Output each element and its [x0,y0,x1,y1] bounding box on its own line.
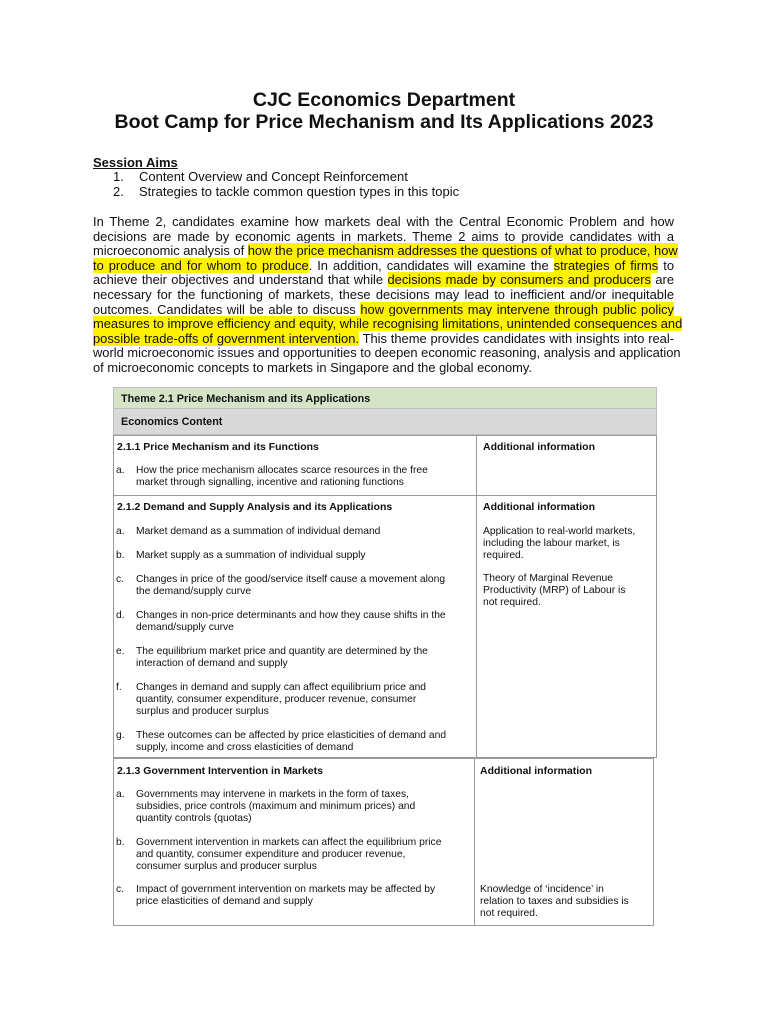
section-heading: 2.1.2 Demand and Supply Analysis and its Applications [117,501,393,513]
highlighted-text: decisions made by consumers and producers [387,272,651,288]
highlighted-text: to produce and for whom to produce [93,257,309,273]
column-divider [474,758,475,926]
document-title-line1: CJC Economics Department [252,89,516,111]
highlighted-text: how the price mechanism addresses the questions of what to produce, how [247,243,678,259]
highlighted-text: strategies of firms [553,257,659,273]
highlighted-text: measures to improve efficiency and equity, while recognising limitations, unintended consequences and [93,316,683,332]
content-header: Economics Content [113,409,657,435]
theme-header: Theme 2.1 Price Mechanism and its Applications [113,387,657,409]
intro-paragraph: In Theme 2, candidates examine how markets deal with the Central Economic Problem and how decisions are made by economic agents in markets. Theme 2 aims to provide candidates with a microeconomic analysis of how the price mechanism addresses the questions of what to produce, how to produce and for whom to produce. In addition, candidates will examine the strategies of firms to achieve their objectives and understand that while decisions made by consumers and producers are necessary for the functioning of markets, these decisions may lead to inefficient and/or inequitable outcomes. Candidates will be able to discuss how governments may intervene through public policy measures to improve efficiency and equity, while recognising limitations, unintended consequences and possible trade-offs of government intervention. This theme provides candidates with insights into real- world microeconomic issues and opportunities to deepen economic reasoning, analysis and application of microeconomic concepts to markets in Singapore and the global economy. [93,214,683,375]
section-heading: 2.1.3 Government Intervention in Markets [117,765,323,777]
document-title-line2: Boot Camp for Price Mechanism and Its Applications 2023 [114,111,654,133]
additional-note: Application to real-world markets, including the labour market, is required. [483,526,636,561]
additional-note: Knowledge of ‘incidence’ in relation to taxes and subsidies is not required. [480,884,629,919]
session-aims-heading: Session Aims [93,155,178,170]
syllabus-table: Theme 2.1 Price Mechanism and its Applications Economics Content 2.1.1 Price Mechanism and its Functions Additional information a. How the price mechanism allocates scarce resources in the free market through signalling, incentive and rationing functions 2.1.2 Demand and Supply Analysis and its Applications Additional information Application to real-world markets, including the labour market, is required. Theory of Marginal Revenue Productivity (MRP) of Labour is not required. a. Market demand as a summation of individual demand b. Market supply as a summation of individual supply c. Changes in price of the good/service itself cause a movement along the demand/supply curve d. Changes in non-price determinants and how they cause shifts in the demand/supply curve e. The equilibrium market price and quantity are determined by the interaction of demand and supply f. Changes in demand and supply can affect equilibrium price and quantity, consumer expenditure, producer revenue, consumer surplus and producer surplus g. These outcomes can be affected by price elasticities of demand and supply, income and cross elasticities of demand 2.1.3 Government Intervention in Markets Additional information a. Governments may intervene in markets in the form of taxes, subsidies, price controls (maximum and minimum prices) and quantity controls (quotas) b. Government intervention in markets can affect the equilibrium price and quantity, consumer expenditure and producer revenue, consumer surplus and producer surplus c. Impact of government intervention on markets may be affected by price elasticities of demand and supply Knowledge of ‘incidence’ in relation to taxes and subsidies is not required. [0,0,768,1024]
aim-item: 2. Strategies to tackle common question types in this topic [113,184,460,199]
column-divider [476,495,477,758]
highlighted-text: possible trade-offs of government intervention. [93,330,359,346]
additional-info-heading: Additional information [480,765,592,777]
aim-item: 1. Content Overview and Concept Reinforcement [113,169,408,184]
column-divider [476,435,477,496]
section-heading: 2.1.1 Price Mechanism and its Functions [117,441,319,453]
additional-note: Theory of Marginal Revenue Productivity (MRP) of Labour is not required. [483,573,626,608]
highlighted-text: how governments may intervene through public policy [360,301,674,317]
additional-info-heading: Additional information [483,501,595,513]
additional-info-heading: Additional information [483,441,595,453]
